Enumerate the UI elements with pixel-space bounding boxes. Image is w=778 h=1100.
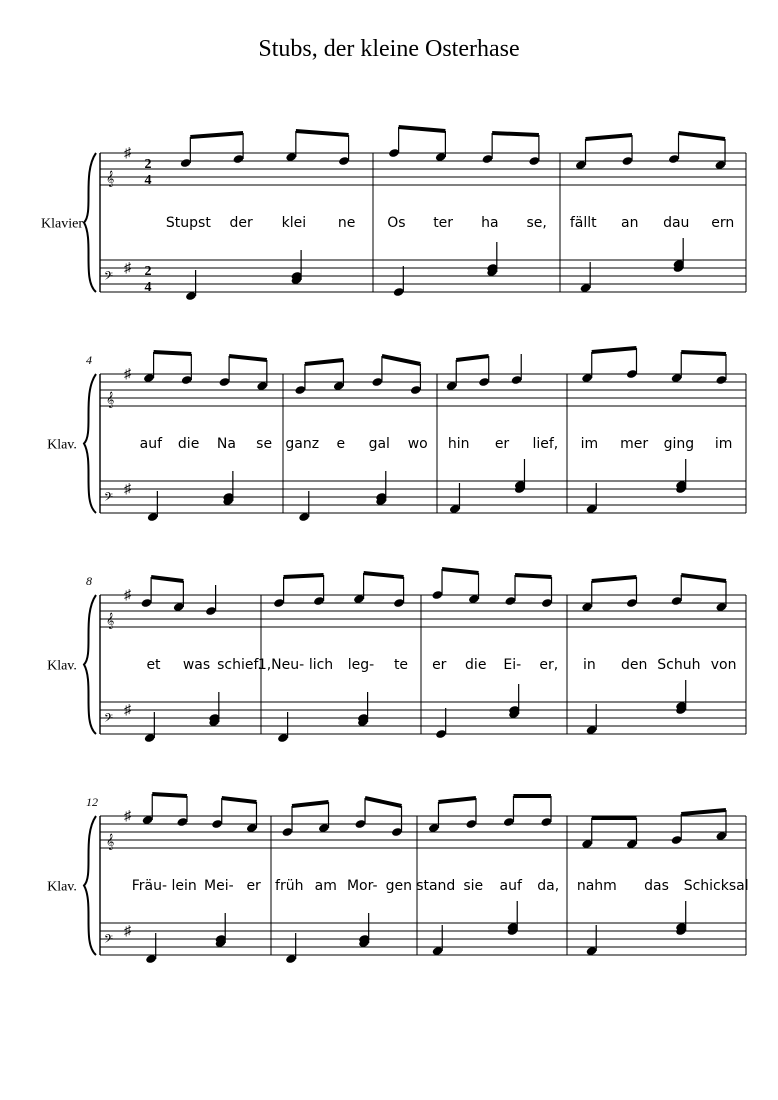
score-title: Stubs, der kleine Osterhase [258,36,520,62]
sharp-icon: ♯ [124,261,131,276]
note-beam [492,133,539,135]
treble-clef-icon: 𝄞 [106,835,115,850]
lyric-syllable: da, [537,878,560,894]
system-brace [84,374,96,513]
note-beam [284,575,324,577]
lyric-syllable: Mor- [346,878,378,894]
lyric-syllable: Fräu- [131,878,168,894]
lyric-syllable: ern [711,215,735,231]
lyric-syllable: leg- [347,657,375,673]
note-beam [229,356,267,360]
lyric-syllable: auf [499,878,522,894]
bass-clef-icon: 𝄢 [104,934,114,949]
treble-clef-icon: 𝄞 [106,614,115,629]
lyric-syllable: lich [308,657,334,673]
note-beam [151,577,183,581]
lyric-syllable: ganz [285,436,320,452]
time-signature-lower: 4 [144,173,152,188]
system-brace [84,595,96,734]
note-beam [592,577,637,581]
note-beam [364,573,404,577]
lyric-syllable: er [246,878,261,894]
time-signature-upper: 2 [144,264,152,279]
lyric-syllable: klei [281,215,307,231]
measure-number: 4 [86,353,92,367]
note-beam [586,135,633,139]
lyric-syllable: se [256,436,273,452]
lyric-syllable: gen [385,878,412,894]
lyric-syllable: Stupst [165,215,211,231]
instrument-name: Klav. [47,879,77,895]
note-beam [438,798,476,802]
lyric-syllable: er, [539,657,559,673]
sharp-icon: ♯ [124,924,131,939]
note-beam [152,794,187,796]
lyric-syllable: das [644,878,669,894]
lyric-syllable: er [494,436,510,452]
note-beam [681,810,726,814]
note-beam [190,133,243,137]
lyric-syllable: lein [171,878,197,894]
lyric-syllable: auf [139,436,163,452]
note-beam [592,348,637,352]
note-beam [456,356,489,360]
lyric-syllable: hin [447,436,470,452]
system-brace [84,816,96,955]
lyric-syllable: schief. [217,657,262,673]
note-beam [681,575,726,581]
lyric-syllable: die [465,657,487,673]
note-beam [442,569,479,573]
lyric-syllable: was [182,657,211,673]
note-beam [399,127,446,131]
lyric-syllable: dau [663,215,690,231]
lyric-syllable: Na [216,436,236,452]
sharp-icon: ♯ [124,482,131,497]
note-beam [679,133,726,139]
lyric-syllable: sie [463,878,484,894]
lyric-syllable: nahm [576,878,617,894]
lyric-syllable: er [432,657,447,673]
lyric-syllable: wo [407,436,428,452]
lyric-syllable: früh [275,878,304,894]
lyric-syllable: im [714,436,733,452]
time-signature-lower: 4 [144,280,152,295]
measure-number: 12 [86,795,98,809]
lyric-syllable: mer [620,436,649,452]
time-signature-upper: 2 [144,157,152,172]
lyric-syllable: im [580,436,599,452]
note-beam [305,360,344,364]
treble-clef-icon: 𝄞 [106,172,115,187]
sharp-icon: ♯ [124,809,131,824]
note-beam [292,802,329,806]
instrument-name: Klav. [47,658,77,674]
lyric-syllable: lief, [532,436,559,452]
lyric-syllable: in [582,657,596,673]
lyric-syllable: Os [387,215,406,231]
lyric-syllable: Ei- [503,657,522,673]
lyric-syllable: e [336,436,346,452]
lyric-syllable: von [710,657,737,673]
note-beam [296,131,349,135]
lyric-syllable: Mei- [204,878,234,894]
note-beam [515,575,552,577]
sharp-icon: ♯ [124,146,131,161]
lyric-syllable: den [620,657,648,673]
note-beam [382,356,421,364]
instrument-name: Klavier [41,216,83,232]
sharp-icon: ♯ [124,703,131,718]
note-beam [681,352,726,354]
lyric-syllable: stand [416,878,456,894]
lyric-syllable: an [621,215,639,231]
treble-clef-icon: 𝄞 [106,393,115,408]
lyric-syllable: et [146,657,161,673]
lyric-syllable: der [229,215,253,231]
bass-clef-icon: 𝄢 [104,271,114,286]
lyric-syllable: fällt [569,215,597,231]
bass-clef-icon: 𝄢 [104,492,114,507]
lyric-syllable: ging [663,436,695,452]
note-beam [222,798,257,802]
lyric-syllable: 1,Neu- [257,657,305,673]
lyric-syllable: Schuh [657,657,701,673]
lyric-syllable: Schicksal [683,878,749,894]
system-brace [84,153,96,292]
lyric-syllable: am [314,878,337,894]
bass-clef-icon: 𝄢 [104,713,114,728]
measure-number: 8 [86,574,92,588]
lyric-syllable: die [177,436,200,452]
note-beam [154,352,192,354]
sharp-icon: ♯ [124,588,131,603]
sharp-icon: ♯ [124,367,131,382]
lyric-syllable: ne [337,215,356,231]
lyric-syllable: gal [368,436,390,452]
lyric-syllable: se, [526,215,547,231]
lyric-syllable: te [393,657,409,673]
lyric-syllable: ha [481,215,499,231]
instrument-name: Klav. [47,437,77,453]
note-beam [365,798,402,806]
lyric-syllable: ter [433,215,454,231]
